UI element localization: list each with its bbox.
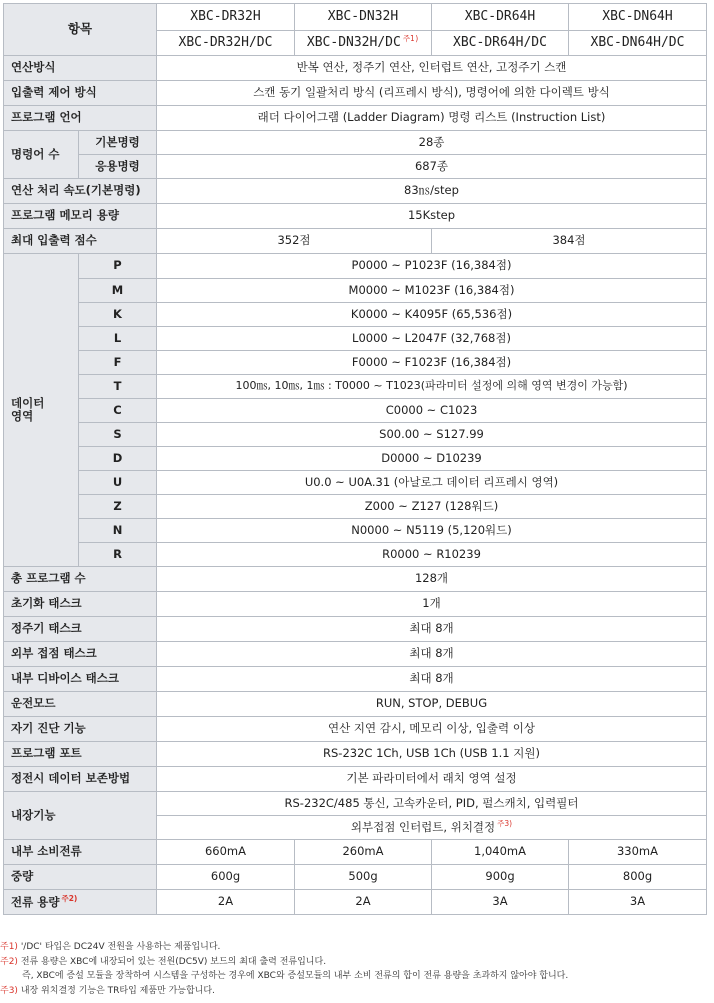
footnote-3-mark: 주3) — [0, 985, 18, 996]
range-d: D0000 ~ D10239 — [157, 447, 707, 471]
value-weight-dr32h: 600g — [157, 865, 295, 890]
device-k: K — [79, 303, 157, 327]
footnote-2-text: 전류 용량은 XBC에 내장되어 있는 전원(DC5V) 보드의 최대 출력 전류입니다. — [20, 956, 327, 967]
label-speed: 연산 처리 속도(기본명령) — [4, 179, 157, 204]
label-memory: 프로그램 메모리 용량 — [4, 204, 157, 229]
model-dn64h-dc: XBC-DN64H/DC — [569, 31, 707, 56]
range-c: C0000 ~ C1023 — [157, 399, 707, 423]
device-r: R — [79, 543, 157, 567]
label-ext-task: 외부 접점 태스크 — [4, 642, 157, 667]
label-current: 내부 소비전류 — [4, 840, 157, 865]
value-power-fail: 기본 파라미터에서 래치 영역 설정 — [157, 767, 707, 792]
value-weight-dr64h: 900g — [432, 865, 569, 890]
value-current-dr32h: 660mA — [157, 840, 295, 865]
value-builtin-2: 외부접점 인터럽트, 위치결정 — [350, 820, 496, 835]
row-data-s — [4, 423, 707, 447]
value-capacity-dn64h: 3A — [569, 890, 707, 915]
device-u: U — [79, 471, 157, 495]
row-power-fail — [4, 767, 707, 792]
value-builtin-2-cell — [157, 816, 707, 840]
range-z: Z000 ~ Z127 (128워드) — [157, 495, 707, 519]
label-io-points: 최대 입출력 점수 — [4, 229, 157, 254]
value-current-dr64h: 1,040mA — [432, 840, 569, 865]
value-capacity-dn32h: 2A — [295, 890, 432, 915]
range-n: N0000 ~ N5119 (5,120워드) — [157, 519, 707, 543]
value-total-programs: 128개 — [157, 567, 707, 592]
value-speed: 83㎱/step — [157, 179, 707, 204]
value-io-control: 스캔 동기 일괄처리 방식 (리프레시 방식), 명령어에 의한 다이렉트 방식 — [157, 81, 707, 106]
value-init-task: 1개 — [157, 592, 707, 617]
range-m: M0000 ~ M1023F (16,384점) — [157, 279, 707, 303]
value-memory: 15Kstep — [157, 204, 707, 229]
note-ref-1: 주1) — [402, 34, 420, 44]
value-prog-lang: 래더 다이어그램 (Ladder Diagram) 명령 리스트 (Instruction List) — [157, 106, 707, 131]
label-capacity: 전류 용량 — [11, 894, 60, 909]
row-run-mode — [4, 692, 707, 717]
value-io-points-64: 384점 — [432, 229, 707, 254]
model-dn64h: XBC-DN64H — [569, 4, 707, 31]
label-op-method: 연산방식 — [4, 56, 157, 81]
range-s: S00.00 ~ S127.99 — [157, 423, 707, 447]
row-data-d — [4, 447, 707, 471]
row-prog-lang — [4, 106, 707, 131]
label-builtin: 내장기능 — [4, 792, 157, 840]
label-int-task: 내부 디바이스 태스크 — [4, 667, 157, 692]
label-instr: 명령어 수 — [4, 131, 79, 179]
range-k: K0000 ~ K4095F (65,536점) — [157, 303, 707, 327]
label-run-mode: 운전모드 — [4, 692, 157, 717]
model-dr32h-dc: XBC-DR32H/DC — [157, 31, 295, 56]
label-capacity-cell — [4, 890, 157, 915]
value-capacity-dr32h: 2A — [157, 890, 295, 915]
model-dr32h: XBC-DR32H — [157, 4, 295, 31]
header-row-top — [4, 4, 707, 31]
device-f: F — [79, 351, 157, 375]
footnote-2-cont — [0, 969, 714, 984]
row-data-n — [4, 519, 707, 543]
value-io-points-32: 352점 — [157, 229, 432, 254]
row-cyclic-task — [4, 617, 707, 642]
row-memory — [4, 204, 707, 229]
row-instr-app — [4, 155, 707, 179]
footnote-1 — [0, 940, 714, 955]
label-io-control: 입출력 제어 방식 — [4, 81, 157, 106]
device-z: Z — [79, 495, 157, 519]
row-current — [4, 840, 707, 865]
value-run-mode: RUN, STOP, DEBUG — [157, 692, 707, 717]
range-l: L0000 ~ L2047F (32,768점) — [157, 327, 707, 351]
device-n: N — [79, 519, 157, 543]
label-instr-basic: 기본명령 — [79, 131, 157, 155]
range-f: F0000 ~ F1023F (16,384점) — [157, 351, 707, 375]
row-ext-task — [4, 642, 707, 667]
footnotes — [0, 940, 714, 998]
value-current-dn32h: 260mA — [295, 840, 432, 865]
row-self-diag — [4, 717, 707, 742]
header-title: 항목 — [4, 4, 157, 56]
label-instr-app: 응용명령 — [79, 155, 157, 179]
row-instr-basic — [4, 131, 707, 155]
value-cyclic-task: 최대 8개 — [157, 617, 707, 642]
value-instr-basic: 28종 — [157, 131, 707, 155]
footnote-1-text: '/DC' 타입은 DC24V 전원을 사용하는 제품입니다. — [20, 942, 221, 952]
row-builtin-1 — [4, 792, 707, 816]
spec-table — [3, 3, 707, 915]
device-m: M — [79, 279, 157, 303]
model-dn32h: XBC-DN32H — [295, 4, 432, 31]
value-int-task: 최대 8개 — [157, 667, 707, 692]
label-cyclic-task: 정주기 태스크 — [4, 617, 157, 642]
label-prog-lang: 프로그램 언어 — [4, 106, 157, 131]
value-op-method: 반복 연산, 정주기 연산, 인터럽트 연산, 고정주기 스캔 — [157, 56, 707, 81]
range-r: R0000 ~ R10239 — [157, 543, 707, 567]
row-data-t — [4, 375, 707, 399]
range-u: U0.0 ~ U0A.31 (아날로그 데이터 리프레시 영역) — [157, 471, 707, 495]
footnote-1-mark: 주1) — [0, 942, 18, 952]
range-t: 100㎳, 10㎳, 1㎳ : T0000 ~ T1023(파라미터 설정에 의해 영역 변경이 가능함) — [157, 375, 707, 399]
label-init-task: 초기화 태스크 — [4, 592, 157, 617]
row-data-k — [4, 303, 707, 327]
row-total-programs — [4, 567, 707, 592]
value-weight-dn64h: 800g — [569, 865, 707, 890]
row-data-p — [4, 254, 707, 279]
value-prog-port: RS-232C 1Ch, USB 1Ch (USB 1.1 지원) — [157, 742, 707, 767]
row-data-f — [4, 351, 707, 375]
footnote-3 — [0, 984, 714, 999]
model-dr64h: XBC-DR64H — [432, 4, 569, 31]
value-instr-app: 687종 — [157, 155, 707, 179]
row-data-m — [4, 279, 707, 303]
label-total-programs: 총 프로그램 수 — [4, 567, 157, 592]
label-prog-port: 프로그램 포트 — [4, 742, 157, 767]
value-self-diag: 연산 지연 감시, 메모리 이상, 입출력 이상 — [157, 717, 707, 742]
value-capacity-dr64h: 3A — [432, 890, 569, 915]
device-c: C — [79, 399, 157, 423]
label-data-area-2: 영역 — [11, 409, 34, 423]
value-weight-dn32h: 500g — [295, 865, 432, 890]
device-t: T — [79, 375, 157, 399]
row-int-task — [4, 667, 707, 692]
note-ref-3: 주3) — [497, 819, 513, 829]
row-op-method — [4, 56, 707, 81]
label-self-diag: 자기 진단 기능 — [4, 717, 157, 742]
row-data-z — [4, 495, 707, 519]
row-data-r — [4, 543, 707, 567]
footnote-2-cont-text: 즉, XBC에 증설 모듈을 장착하여 시스템을 구성하는 경우에 XBC와 증설모듈의 내부 소비 전류의 합이 전류 용량을 초과하지 않아야 합니다. — [22, 971, 569, 981]
row-weight — [4, 865, 707, 890]
row-data-c — [4, 399, 707, 423]
row-io-points — [4, 229, 707, 254]
footnote-2-mark: 주2) — [0, 956, 18, 967]
footnote-3-text: 내장 위치결정 기능은 TR타입 제품만 가능합니다. — [20, 985, 215, 996]
row-io-control — [4, 81, 707, 106]
device-s: S — [79, 423, 157, 447]
label-power-fail: 정전시 데이터 보존방법 — [4, 767, 157, 792]
label-data-area-1: 데이터 — [11, 395, 45, 410]
label-weight: 중량 — [4, 865, 157, 890]
label-data-area — [4, 254, 79, 567]
row-capacity — [4, 890, 707, 915]
row-speed — [4, 179, 707, 204]
model-dn32h-dc-cell — [295, 31, 432, 56]
model-dr64h-dc: XBC-DR64H/DC — [432, 31, 569, 56]
model-dn32h-dc: XBC-DN32H/DC — [306, 35, 401, 51]
device-d: D — [79, 447, 157, 471]
row-init-task — [4, 592, 707, 617]
range-p: P0000 ~ P1023F (16,384점) — [157, 254, 707, 279]
footnote-2 — [0, 955, 714, 970]
value-ext-task: 최대 8개 — [157, 642, 707, 667]
device-p: P — [79, 254, 157, 279]
value-builtin-1: RS-232C/485 통신, 고속카운터, PID, 펄스캐치, 입력필터 — [157, 792, 707, 816]
value-current-dn64h: 330mA — [569, 840, 707, 865]
device-l: L — [79, 327, 157, 351]
note-ref-2: 주2) — [61, 893, 78, 903]
row-data-l — [4, 327, 707, 351]
row-data-u — [4, 471, 707, 495]
row-prog-port — [4, 742, 707, 767]
